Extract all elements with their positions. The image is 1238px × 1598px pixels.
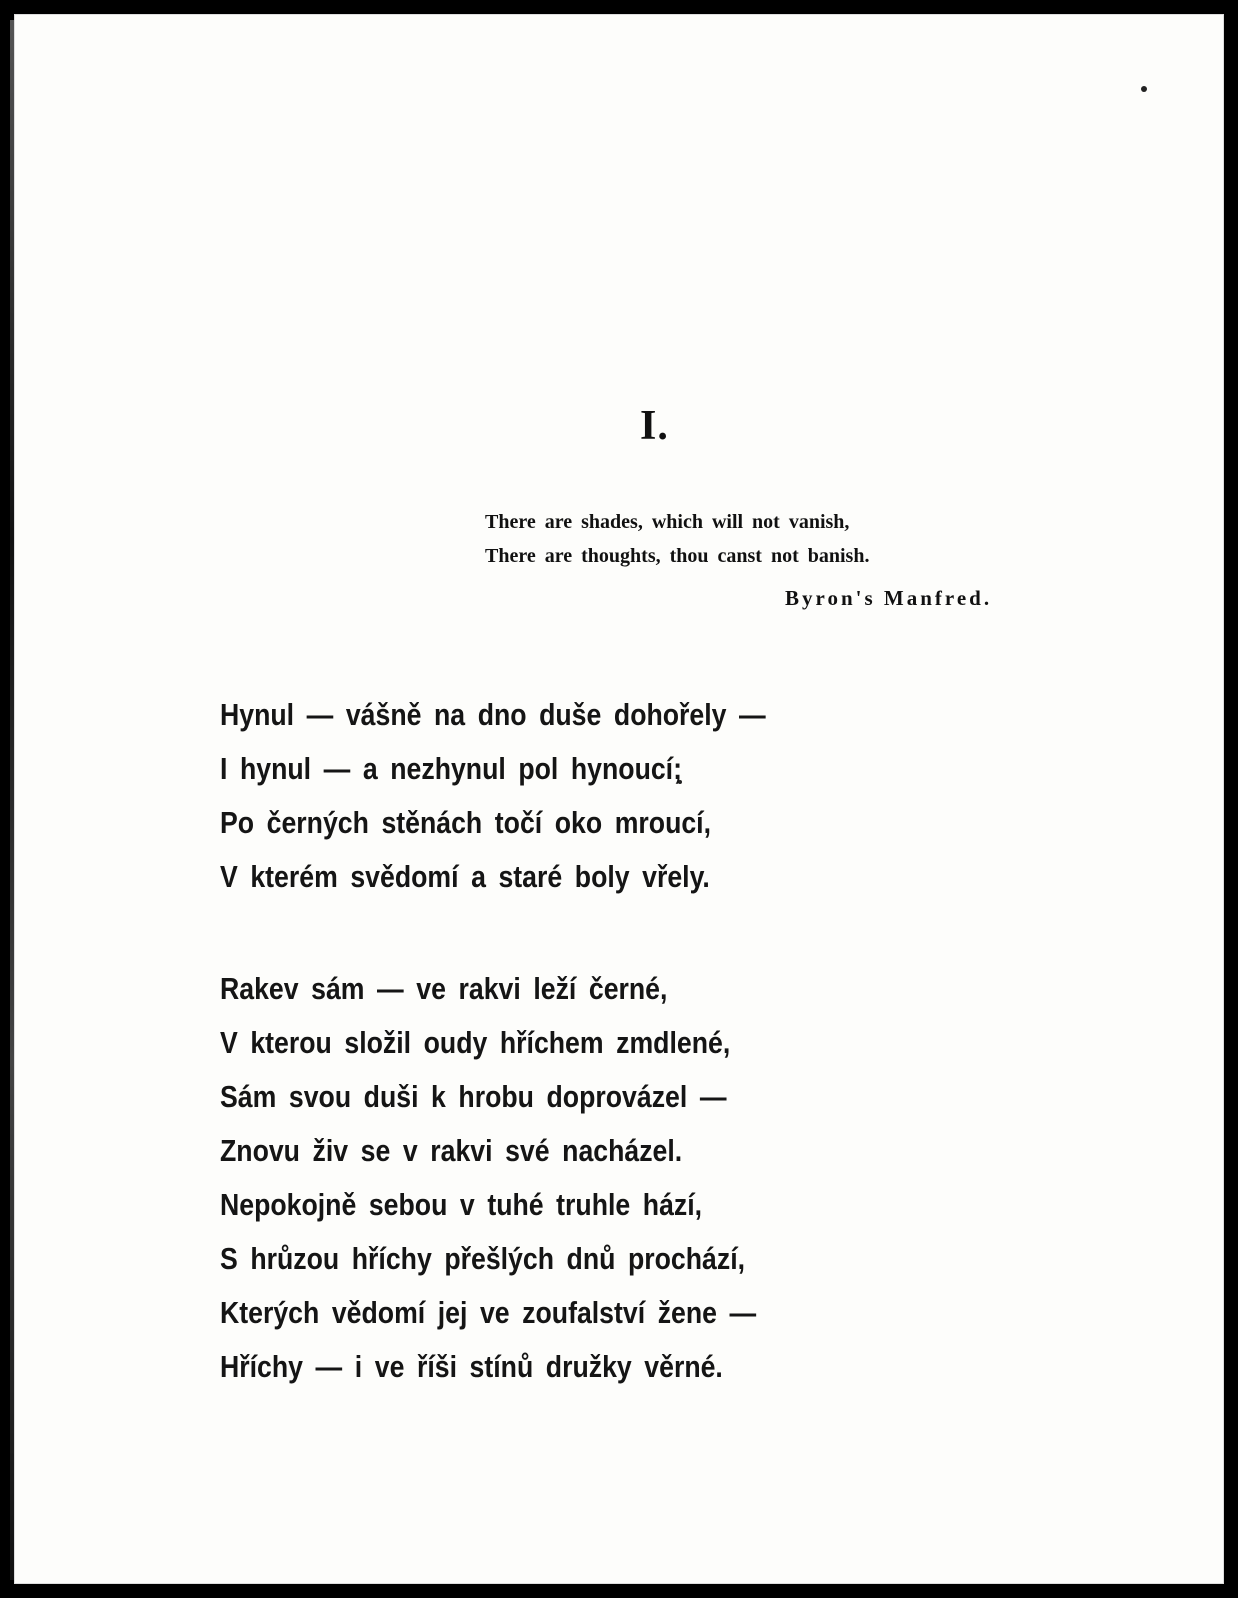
epigraph-line: There are thoughts, thou canst not banish. [485, 545, 870, 567]
poem-verse: Po černých stěnách točí oko mroucí, [220, 805, 712, 840]
ink-speck [1141, 86, 1147, 92]
section-number: I. [640, 403, 669, 449]
poem-verse: Znovu živ se v rakvi své nacházel. [220, 1133, 683, 1168]
epigraph-attribution: Byron's Manfred. [785, 586, 993, 610]
poem-stanza-2 [220, 962, 756, 1394]
epigraph-line: There are shades, which will not vanish, [485, 511, 850, 533]
poem-verse: Hynul — vášně na dno duše dohořely — [220, 697, 766, 732]
poem-verse: I hynul — a nezhynul pol hynoucí; [220, 751, 682, 786]
poem-verse: Hříchy — i ve říši stínů družky věrné. [220, 1349, 723, 1384]
poem-verse: S hrůzou hříchy přešlých dnů prochází, [220, 1241, 746, 1276]
poem-verse: Rakev sám — ve rakvi leží černé, [220, 971, 668, 1006]
poem-verse: Sám svou duši k hrobu doprovázel — [220, 1079, 727, 1114]
poem-verse: Kterých vědomí jej ve zoufalství žene — [220, 1295, 757, 1330]
epigraph [485, 505, 1045, 573]
poem-verse: V kterém svědomí a staré boly vřely. [220, 859, 710, 894]
poem-verse: Nepokojně sebou v tuhé truhle hází, [220, 1187, 703, 1222]
poem-verse: V kterou složil oudy hříchem zmdlené, [220, 1025, 731, 1060]
poem-stanza-1 [220, 688, 766, 904]
